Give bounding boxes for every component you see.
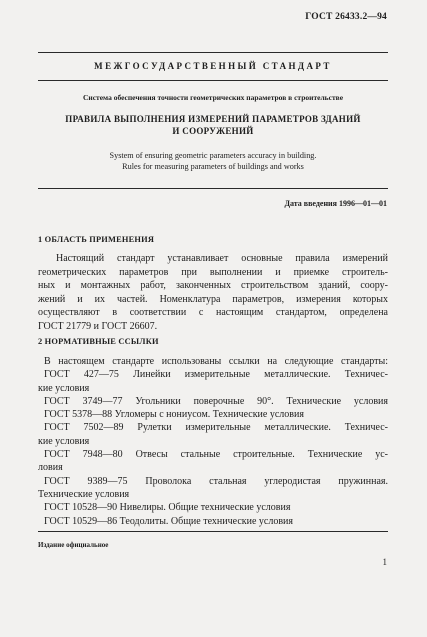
reference-item-cont: ловия (38, 462, 63, 474)
section-1-paragraph (38, 252, 388, 333)
section-1-line: геометрических параметров при выполнении и приемке строитель- (38, 266, 388, 278)
official-edition-label: Издание официальное (38, 541, 109, 549)
english-title (38, 150, 388, 172)
section-1-line: осуществляют в соответствии с настоящим стандартом, определена (38, 307, 388, 318)
section-1-heading: 1 ОБЛАСТЬ ПРИМЕНЕНИЯ (38, 235, 155, 244)
system-line: Система обеспечения точности геометрических параметров в строительстве (82, 93, 344, 102)
reference-item: ГОСТ 5378—88 Угломеры с нониусом. Технические условия (44, 409, 304, 421)
introduction-date: Дата введения 1996—01—01 (284, 199, 387, 208)
top-rule (38, 52, 388, 53)
reference-item-cont: Технические условия (38, 488, 130, 500)
title-rule (38, 188, 388, 189)
title-line-2: И СООРУЖЕНИЙ (172, 126, 254, 136)
reference-item: ГОСТ 10529—86 Теодолиты. Общие технические условия (44, 515, 294, 527)
page-number: 1 (382, 557, 387, 567)
banner-rule (38, 80, 388, 81)
section-1-line: Настоящий стандарт устанавливает основные правила измерений (56, 253, 388, 264)
standard-banner: МЕЖГОСУДАРСТВЕННЫЙ СТАНДАРТ (94, 61, 332, 71)
title-line-1: ПРАВИЛА ВЫПОЛНЕНИЯ ИЗМЕРЕНИЙ ПАРАМЕТРОВ ЗДАНИЙ (65, 114, 361, 124)
english-title-line-2: Rules for measuring parameters of buildings and works (122, 162, 304, 171)
reference-item: ГОСТ 10528—90 Нивелиры. Общие технические условия (44, 502, 291, 514)
reference-item: ГОСТ 7502—89 Рулетки измерительные металлические. Техничес- (44, 422, 388, 434)
doc-code: ГОСТ 26433.2—94 (305, 12, 387, 22)
reference-item: ГОСТ 7948—80 Отвесы стальные строительные. Технические ус- (44, 449, 388, 461)
section-1-line: ных и монтажных работ, законченных строительством зданий, соору- (38, 280, 388, 291)
footer-rule (38, 531, 388, 532)
section-1-line: жений и их частей. Номенклатура параметров, измерения которых (38, 293, 388, 305)
references-intro: В настоящем стандарте использованы ссылки на следующие стандарты: (44, 356, 388, 367)
reference-item: ГОСТ 9389—75 Проволока стальная углеродистая пружинная. (44, 475, 388, 487)
document-title (38, 113, 388, 137)
reference-item-cont: кие условия (38, 382, 90, 394)
reference-item: ГОСТ 427—75 Линейки измерительные металлические. Техничес- (44, 369, 388, 381)
section-2-heading: 2 НОРМАТИВНЫЕ ССЫЛКИ (38, 337, 159, 346)
reference-item-cont: кие условия (38, 435, 90, 447)
english-title-line-1: System of ensuring geometric parameters accuracy in building. (109, 151, 317, 160)
reference-item: ГОСТ 3749—77 Угольники поверочные 90°. Технические условия (44, 395, 388, 407)
normative-references-list (38, 355, 388, 528)
section-1-line: ГОСТ 21779 и ГОСТ 26607. (38, 320, 158, 332)
